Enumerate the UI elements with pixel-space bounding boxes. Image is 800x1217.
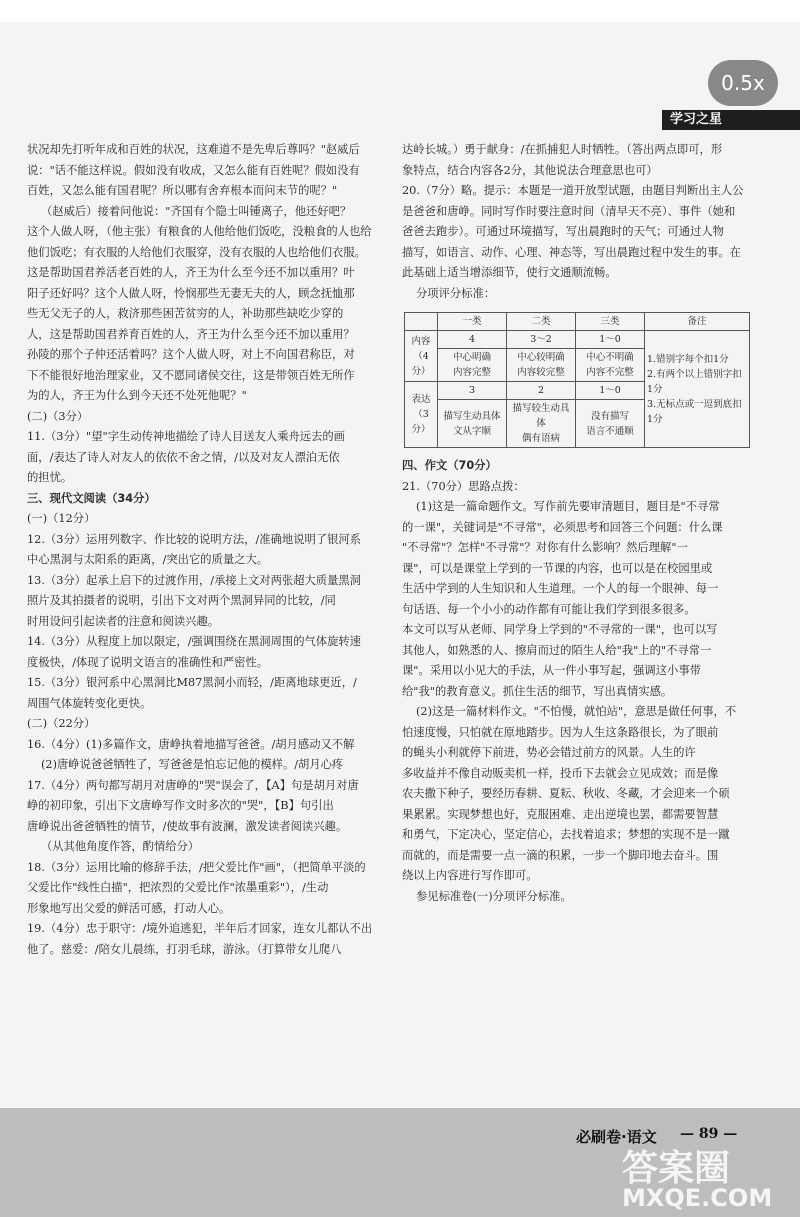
text-line: 怕速度慢，只怕就在原地踏步。因为人生这条路很长，为了眼前 [402, 725, 719, 739]
text-line: 的一课"，关键词是"不寻常"，必须思考和回答三个问题：什么课 [402, 520, 723, 534]
table-cell: 3 [438, 382, 507, 400]
text-line: 本文可以写从老师、同学身上学到的"不寻常的一课"，也可以写 [402, 623, 718, 636]
text-line: "不寻常"？怎样"不寻常"？对你有什么影响？然后理解"一 [402, 541, 688, 554]
text-line: 三、现代文阅读（34分） [27, 491, 156, 505]
text-line: 多收益并不像自动贩卖机一样，投币下去就会立见成效；而是像 [402, 766, 719, 780]
top-bar [0, 0, 800, 22]
text-line: 给"我"的教育意义。抓住生活的细节，写出真情实感。 [402, 684, 673, 698]
text-line: 峥的初印象，引出下文唐峥写作文时多次的"哭"，【B】句引出 [27, 799, 334, 812]
text-line: 果累累。实现梦想也好，克服困难、走出逆境也罢，都需要智慧 [402, 807, 719, 821]
text-line: 12.（3分）运用列数字、作比较的说明方法，/准确地说明了银河系 [27, 532, 361, 546]
text-line: 20.（7分）略。提示：本题是一道开放型试题，由题目判断出主人公 [402, 184, 744, 197]
text-line: 照片及其拍摄者的说明，引出下文对两个黑洞异同的比较，/同 [27, 594, 336, 607]
text-line: 唐峥说出爸爸牺牲的情节，/使故事有波澜，激发读者阅读兴趣。 [27, 819, 348, 833]
text-line: 句话语、每一个小小的动作都有可能让我们学到很多很多。 [402, 602, 696, 616]
text-line: 状况却先打听年成和百姓的状况，这难道不是先卑后尊吗？"赵威后 [27, 143, 360, 156]
text-line: 说："话不能这样说。假如没有收成，又怎么能有百姓呢？假如没有 [27, 163, 360, 177]
text-line: 此基础上适当增添细节，使行文通顺流畅。 [402, 266, 617, 279]
text-line: 人，这是帮助国君养育百姓的人，齐王为什么至今还不加以重用？ [27, 327, 355, 341]
table-header-cell [405, 313, 438, 331]
note-item: 2.有两个以上错别字扣1分 [647, 368, 742, 395]
text-line: 18.（3分）运用比喻的修辞手法，/把父爱比作"画"，（把简单平淡的 [27, 860, 366, 874]
text-line: 和勇气，下定决心，坚定信心，去找着追求；梦想的实现不是一蹴 [402, 828, 730, 841]
text-line: (1)这是一篇命题作文。写作前先要审清题目，题目是"不寻常 [416, 500, 720, 513]
note-item: 3.无标点或一逗到底扣1分 [647, 398, 742, 425]
header-tag: 学习之星 [662, 110, 800, 130]
text-line: 百姓，又怎么能有国君呢？所以哪有舍弃根本而问末节的呢？" [27, 184, 338, 197]
text-line: 达岭长城。）勇于献身：/在抓捕犯人时牺牲。（答出两点即可，形 [402, 143, 723, 156]
page-number: — 89 — [680, 1126, 738, 1142]
text-line: 16.（4分）(1)多篇作文，唐峥执着地描写爸爸。/胡月感动又不解 [27, 737, 355, 751]
table-cell: 2 [507, 382, 576, 400]
right-column [402, 140, 774, 907]
text-line: 为的人，齐王为什么到今天还不处死他呢？" [27, 389, 247, 402]
text-line: 周围气体旋转变化更快。 [27, 696, 152, 710]
text-line: 爸爸去跑步）。可通过环境描写，写出晨跑时的天气；可通过人物 [402, 225, 724, 238]
text-line: 四、作文（70分） [402, 459, 497, 472]
text-line: 15.（3分）银河系中心黑洞比M87黑洞小而轻，/距离地球更近，/ [27, 676, 357, 689]
table-cell: 没有描写 语言不通顺 [576, 400, 645, 448]
text-line: 分项评分标准： [416, 286, 496, 300]
text-line: 课"。采用以小见大的手法，从一件小事写起，强调这小事带 [402, 664, 701, 677]
text-line: (二)（22分） [27, 717, 96, 730]
text-line: （赵威后）接着问他说："齐国有个隐士叫锺离子，他还好吧？ [41, 204, 352, 218]
table-cell: 3～2 [507, 331, 576, 349]
text-line: 的担忧。 [27, 471, 73, 484]
text-line: 是爸爸和唐峥。同时写作时要注意时间（清早天不亮）、事件（她和 [402, 204, 736, 218]
text-line: 而就的，而是需要一点一滴的积累，一步一个脚印地去奋斗。围 [402, 848, 719, 862]
text-line: 下不能很好地治理家业，又不愿同诸侯交往，这是带领百姓无所作 [27, 368, 355, 382]
row-label: 表达（3分） [405, 382, 438, 448]
text-line: (二)（3分） [27, 409, 89, 423]
text-line: 生活中学到的人生知识和人生道理。一个人的每一个眼神、每一 [402, 582, 719, 595]
text-line: 父爱比作"线性白描"，把浓烈的父爱比作"浓墨重彩"），/生动 [27, 881, 329, 894]
table-header-cell: 二类 [507, 313, 576, 331]
watermark-url: MXQE.COM [622, 1184, 773, 1212]
row-label: 内容（4分） [405, 331, 438, 382]
text-line: 11.（3分）"望"字生动传神地描绘了诗人目送友人乘舟远去的画 [27, 430, 345, 443]
table-header-cell: 备注 [645, 313, 750, 331]
text-line: 21.（70分）思路点拨： [402, 479, 525, 493]
text-line: (一)（12分） [27, 512, 96, 525]
table-cell: 描写较生动具体 偶有语病 [507, 400, 576, 448]
text-line: 描写，如语言、动作、心理、神态等，写出晨跑过程中发生的事。在 [402, 245, 741, 259]
watermark-logo: 答案圈 [622, 1148, 731, 1189]
text-line: 这个人做人呀，（他主张）有粮食的人他给他们饭吃，没粮食的人也给 [27, 225, 372, 238]
text-line: 绕以上内容进行写作即可。 [402, 869, 538, 882]
notes-cell [645, 331, 750, 448]
text-line: 参见标准卷(一)分项评分标准。 [416, 889, 572, 903]
text-line: 度极快，/体现了说明文语言的准确性和严密性。 [27, 655, 269, 669]
text-line: 中心黑洞与太阳系的距离，/突出它的质量之大。 [27, 553, 269, 566]
text-line: 他了。慈爱：/陪女儿晨练，打羽毛球，游泳。（打算带女儿爬八 [27, 942, 342, 956]
table-cell: 1～0 [576, 331, 645, 349]
text-line: 农夫撒下种子，要经历春耕、夏耘、秋收、冬藏，才会迎来一个硕 [402, 787, 730, 800]
text-line: （从其他角度作答，酌情给分） [41, 840, 200, 853]
table-cell: 4 [438, 331, 507, 349]
text-line: 些无父无子的人，救济那些困苦贫穷的人，补助那些缺吃少穿的 [27, 307, 344, 320]
text-line: (2)唐峥说爸爸牺牲了，写爸爸是怕忘记他的模样。/胡月心疼 [41, 758, 344, 771]
table-cell: 中心较明确 内容较完整 [507, 349, 576, 382]
text-line: 其他人，如熟悉的人、擦肩而过的陌生人给"我"上的"不寻常一 [402, 643, 712, 657]
text-line: 19.（4分）忠于职守：/境外追逃犯，半年后才回家，连女儿都认不出 [27, 922, 373, 935]
text-line: 课"，可以是课堂上学到的一节课的内容，也可以是在校园里或 [402, 561, 713, 575]
score-table [404, 312, 750, 448]
text-line: 时用设问引起读者的注意和阅读兴趣。 [27, 614, 220, 628]
text-line: 孙陵的那个子仲还活着吗？这个人做人呀，对上不向国君称臣，对 [27, 348, 355, 361]
table-cell: 中心不明确 内容不完整 [576, 349, 645, 382]
text-line: 象特点，结合内容各2分，其他说法合理意思也可） [402, 163, 658, 177]
note-item: 1.错别字每个扣1分 [647, 353, 729, 365]
text-line: 形象地写出父爱的鲜活可感，打动人心。 [27, 901, 231, 915]
text-line: (2)这是一篇材料作文。"不怕慢，就怕站"，意思是做任何事，不 [416, 705, 737, 718]
text-line: 他们饭吃；有衣服的人给他们衣服穿，没有衣服的人也给他们衣服。 [27, 245, 366, 259]
text-line: 14.（3分）从程度上加以限定，/强调围绕在黑洞周围的气体旋转速 [27, 635, 361, 648]
table-header-cell: 三类 [576, 313, 645, 331]
table-cell: 中心明确 内容完整 [438, 349, 507, 382]
text-line: 面，/表达了诗人对友人的依依不舍之情，/以及对友人漂泊无依 [27, 450, 340, 464]
text-line: 这是帮助国君养活老百姓的人，齐王为什么至今还不加以重用？叶 [27, 266, 355, 279]
table-cell: 1～0 [576, 382, 645, 400]
table-cell: 描写生动具体 文从字顺 [438, 400, 507, 448]
text-line: 阳子还好吗？这个人做人呀，怜悯那些无妻无夫的人，顾念抚恤那 [27, 286, 355, 300]
text-line: 13.（3分）起承上启下的过渡作用，/承接上文对两张超大质量黑洞 [27, 573, 361, 587]
footer-label: 必刷卷·语文 [576, 1128, 657, 1146]
text-line: 17.（4分）两句都写胡月对唐峥的"哭"误会了，【A】句是胡月对唐 [27, 778, 359, 792]
table-header-cell: 一类 [438, 313, 507, 331]
text-line: 的蝇头小利就停下前进，势必会错过前方的风景。人生的许 [402, 746, 696, 759]
zoom-indicator[interactable]: 0.5x [708, 60, 778, 106]
left-column [27, 140, 387, 960]
